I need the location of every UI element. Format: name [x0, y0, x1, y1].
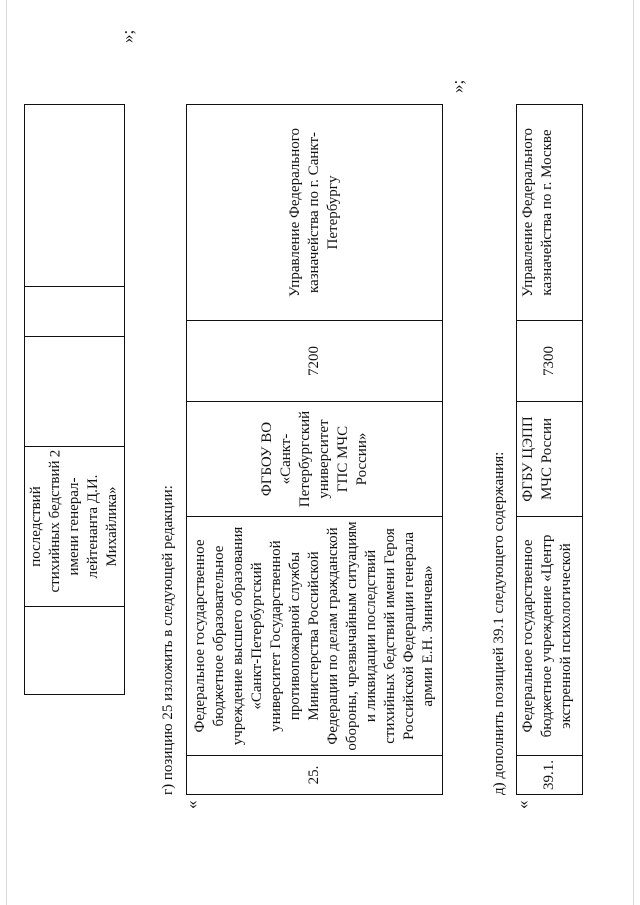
table-row — [25, 105, 125, 695]
cell-code — [25, 287, 125, 337]
end-mark-g: »; — [448, 79, 467, 93]
end-mark-a: »; — [118, 29, 137, 43]
open-quote-g: « — [182, 800, 201, 809]
table-fragment-a — [24, 104, 125, 695]
cell-number: 39.1. — [517, 756, 583, 795]
cell-code: 7200 — [187, 321, 443, 402]
instruction-g: г) позицию 25 изложить в следующей редакции: — [160, 485, 176, 795]
open-quote-d: « — [513, 800, 532, 809]
page-number: 2 — [47, 449, 64, 458]
cell-short-name — [25, 337, 125, 447]
table-row — [517, 105, 583, 795]
cell-full-name: последствий стихийных бедствий имени генерал-лейтенанта Д.И. Михайлика» — [25, 447, 125, 607]
cell-number — [25, 607, 125, 695]
cell-short-name: ФГБОУ ВО «Санкт-Петербургский университет ГПС МЧС России» — [187, 402, 443, 517]
cell-code: 7300 — [517, 321, 583, 402]
cell-number: 25. — [187, 756, 443, 795]
cell-short-name: ФГБУ ЦЭПП МЧС России — [517, 402, 583, 517]
cell-treasury: Управление Федерального казначейства по г. Москве — [517, 105, 583, 321]
cell-treasury: Управление Федерального казначейства по г. Санкт-Петербургу — [187, 105, 443, 321]
cell-full-name: Федеральное государственное бюджетное образовательное учреждение высшего образования «Санкт-Петербургский университет Государственной противопожарной службы Министерства Российской Федерации по делам гражданской обороны, чрезвычайным ситуациям и ликвидации последствий стихийных бедствий имени Героя Российской Федерации генерала армии Е.Н. Зиничева» — [187, 517, 443, 756]
cell-full-name: Федеральное государственное бюджетное учреждение «Центр экстренной психологической — [517, 517, 583, 756]
table-row — [187, 105, 443, 795]
table-position-25 — [186, 104, 443, 795]
cell-treasury — [25, 105, 125, 287]
table-position-39-1 — [516, 104, 583, 795]
instruction-d: д) дополнить позицией 39.1 следующего содержания: — [491, 451, 507, 795]
